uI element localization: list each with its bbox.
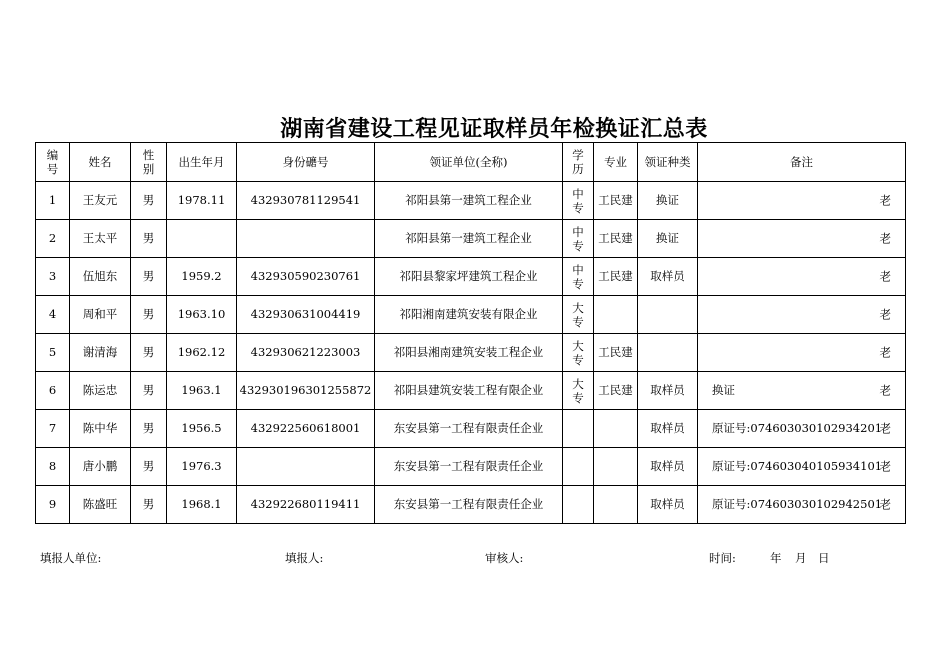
cell-major: 工民建 [594,220,638,258]
cell-cert-type: 取样员 [638,486,698,524]
cell-major: 工民建 [594,372,638,410]
cell-id [237,220,375,258]
remark-old-mark: 老 [879,193,891,207]
cell-gender: 男 [131,182,167,220]
cell-edu [563,448,594,486]
cell-id [237,448,375,486]
cell-remark [698,410,906,448]
table-row [36,486,906,524]
cell-remark [698,296,906,334]
cell-gender: 男 [131,486,167,524]
cell-gender: 男 [131,220,167,258]
remark-old-mark: 老 [879,231,891,245]
remark-text: 原证号:074603030102934201 [712,421,883,435]
table-header-row [36,143,906,182]
footer-month: 月 [795,551,807,565]
cell-gender: 男 [131,258,167,296]
header-major: 专业 [594,143,638,182]
cell-birth: 1962.12 [167,334,237,372]
cell-cert-type [638,334,698,372]
cell-birth: 1978.11 [167,182,237,220]
document-title: 湖南省建设工程见证取样员年检换证汇总表 [280,117,708,142]
cell-no: 7 [36,410,70,448]
cell-unit: 祁阳县湘南建筑安装工程企业 [375,334,563,372]
header-birth: 出生年月 [167,143,237,182]
cell-cert-type: 取样员 [638,258,698,296]
cell-unit: 东安县第一工程有限责任企业 [375,448,563,486]
remark-old-mark: 老 [879,269,891,283]
cell-name: 唐小鹏 [70,448,131,486]
footer-day: 日 [818,551,830,565]
cell-name: 陈盛旺 [70,486,131,524]
cell-gender: 男 [131,410,167,448]
cell-major: 工民建 [594,334,638,372]
cell-edu: 中专 [563,182,594,220]
cell-birth: 1963.10 [167,296,237,334]
cell-gender: 男 [131,334,167,372]
cell-unit: 祁阳县第一建筑工程企业 [375,220,563,258]
cell-remark [698,334,906,372]
cell-edu: 中专 [563,220,594,258]
cell-id: 432922680119411 [237,486,375,524]
cell-name: 陈运忠 [70,372,131,410]
header-name: 姓名 [70,143,131,182]
cell-unit: 祁阳湘南建筑安装有限企业 [375,296,563,334]
footer-year: 年 [770,551,782,565]
cell-name: 陈中华 [70,410,131,448]
footer-reviewer-label: 审核人: [485,551,524,565]
cell-unit: 祁阳县第一建筑工程企业 [375,182,563,220]
table-row [36,334,906,372]
remark-text: 原证号:074603030102942501 [712,497,883,511]
remark-old-mark: 老 [879,421,891,435]
cell-gender: 男 [131,448,167,486]
cell-id: 432930631004419 [237,296,375,334]
cell-birth: 1959.2 [167,258,237,296]
summary-table [35,142,906,524]
cell-remark [698,220,906,258]
cell-name: 伍旭东 [70,258,131,296]
cell-no: 9 [36,486,70,524]
cell-birth: 1968.1 [167,486,237,524]
cell-remark [698,258,906,296]
cell-remark [698,182,906,220]
cell-major [594,486,638,524]
cell-unit: 东安县第一工程有限责任企业 [375,410,563,448]
cell-birth: 1976.3 [167,448,237,486]
footer-time-label: 时间: [709,551,736,565]
table-row [36,258,906,296]
cell-edu: 大专 [563,296,594,334]
remark-text: 换证 [712,383,735,397]
cell-unit: 东安县第一工程有限责任企业 [375,486,563,524]
cell-no: 5 [36,334,70,372]
cell-edu: 大专 [563,372,594,410]
cell-remark [698,448,906,486]
table-row [36,410,906,448]
remark-old-mark: 老 [879,497,891,511]
cell-id: 432930590230761 [237,258,375,296]
cell-name: 王太平 [70,220,131,258]
cell-cert-type: 换证 [638,182,698,220]
header-cert-type: 领证种类 [638,143,698,182]
cell-birth [167,220,237,258]
cell-major [594,296,638,334]
header-no: 编号 [36,143,70,182]
cell-name: 王友元 [70,182,131,220]
cell-edu [563,486,594,524]
header-remark: 备注 [698,143,906,182]
table-row [36,296,906,334]
cell-name: 周和平 [70,296,131,334]
cell-gender: 男 [131,372,167,410]
cell-id: 432930621223003 [237,334,375,372]
remark-old-mark: 老 [879,383,891,397]
cell-id: 432922560618001 [237,410,375,448]
cell-unit: 祁阳县黎家坪建筑工程企业 [375,258,563,296]
cell-no: 2 [36,220,70,258]
cell-no: 6 [36,372,70,410]
remark-text: 原证号:074603040105934101 [712,459,883,473]
table-row [36,372,906,410]
cell-birth: 1956.5 [167,410,237,448]
cell-cert-type: 取样员 [638,410,698,448]
header-id: 身份礳号 [237,143,375,182]
cell-major [594,410,638,448]
cell-gender: 男 [131,296,167,334]
header-unit: 领证单位(全称) [375,143,563,182]
cell-edu: 中专 [563,258,594,296]
cell-edu: 大专 [563,334,594,372]
cell-name: 谢清海 [70,334,131,372]
cell-major: 工民建 [594,258,638,296]
cell-unit: 祁阳县建筑安装工程有限企业 [375,372,563,410]
cell-cert-type [638,296,698,334]
cell-edu [563,410,594,448]
header-edu: 学历 [563,143,594,182]
cell-no: 4 [36,296,70,334]
header-gender: 性别 [131,143,167,182]
cell-cert-type: 换证 [638,220,698,258]
cell-major: 工民建 [594,182,638,220]
cell-no: 8 [36,448,70,486]
cell-id: 432930781129541 [237,182,375,220]
cell-no: 1 [36,182,70,220]
footer-unit-label: 填报人单位: [40,551,102,565]
remark-old-mark: 老 [879,307,891,321]
cell-birth: 1963.1 [167,372,237,410]
cell-id: 432930196301255872 [237,372,375,410]
remark-old-mark: 老 [879,345,891,359]
table-row [36,220,906,258]
table-row [36,182,906,220]
remark-old-mark: 老 [879,459,891,473]
cell-cert-type: 取样员 [638,372,698,410]
cell-remark [698,486,906,524]
cell-cert-type: 取样员 [638,448,698,486]
cell-remark [698,372,906,410]
cell-no: 3 [36,258,70,296]
footer-filler-label: 填报人: [285,551,324,565]
cell-major [594,448,638,486]
table-row [36,448,906,486]
